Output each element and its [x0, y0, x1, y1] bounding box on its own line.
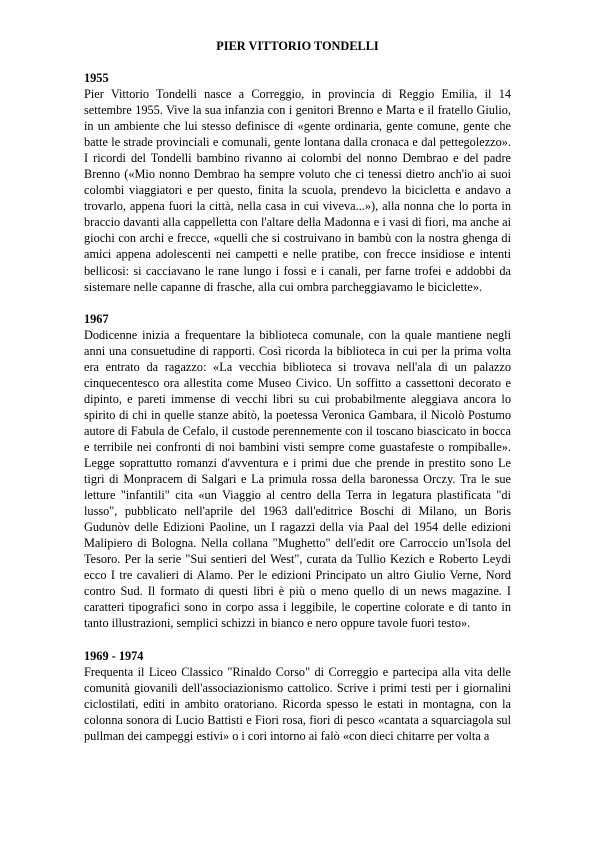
page-title: PIER VITTORIO TONDELLI: [216, 39, 379, 53]
section-text: Dodicenne inizia a frequentare la biblioteca comunale, con la quale mantiene negli anni una consuetudine di rapporti. Così ricorda la biblioteca in cui per la prima volta era entrato da ragazzo: «La vecchia biblioteca si trovava nell'ala di un palazzo cinquecentesco ora allestita come Museo Civico. Un soffitto a cassettoni decorato e dipinto, e pareti immense di vecchi libri su cui probabilmente aleggiava ancora lo spirito di chi in quelle stanze abitò, la poetessa Veronica Gambara, il Nicolò Postumo autore di Fabula de Cefalo, il custode perennemente con il toscano biascicato in bocca e terribile nei confronti di noi bambini visti sempre come guastafeste o rompiballe». Legge soprattutto romanzi d'avventura e i primi due che prende in prestito sono Le tigri di Monpracem di Salgari e La primula rossa della baronessa Orczy. Tra le sue letture "infantili" cita «un Viaggio al centro della Terra in legatura plastificata "di lusso", pubblicato nell'aprile del 1963 dall'editrice Boschi di Milano, un Boris Gudunòv delle Edizioni Paoline, un I ragazzi della via Paal del 1954 delle edizioni Malipiero di Bologna. Nella collana "Mughetto" dell'edit ore Carroccio un'Isola del Tesoro. Per la serie "Sui sentieri del West", curata da Tullio Kezich e Roberto Leydi ecco I tre cavalieri di Alamo. Per le edizioni Principato un altro Giulio Verne, Nord contro Sud. Il formato di questi libri è più o meno quello di un news magazine. I caratteri tipografici sono in corpo assa i leggibile, le copertine colorate e di tanto in tanto illustrazioni, semplici schizzi in bianco e nero oppure tavole fuori testo».: [84, 327, 511, 631]
section-year: 1967: [84, 311, 109, 326]
section-text: Frequenta il Liceo Classico "Rinaldo Corso" di Correggio e partecipa alla vita delle comunità giovanili dell'associazionismo cattolico. Scrive i primi testi per i giornalini ciclostilati, editi in ambito oratoriano. Ricorda spesso le estati in montagna, con la colonna sonora di Lucio Battisti e Fiori rosa, fiori di pesco «cantata a squarciagola sul pullman dei campeggi estivi» o i cori intorno ai falò «con dieci chitarre per volta a: [84, 664, 511, 743]
section-1955: [84, 70, 511, 295]
document-page: [84, 38, 511, 760]
section-year: 1969 - 1974: [84, 648, 144, 663]
section-1967: [84, 311, 511, 632]
section-year: 1955: [84, 71, 109, 85]
section-1969-1974: [84, 648, 511, 744]
section-text: Pier Vittorio Tondelli nasce a Correggio, in provincia di Reggio Emilia, il 14 settembre 1955. Vive la sua infanzia con i genitori Brenno e Marta e il fratello Giulio, in un ambiente che lui stesso definisce di «gente ordinaria, gente comune, gente che batte le strade provinciali e comunali, gente lontana dalla cronaca e dal pettegolezzo». I ricordi del Tondelli bambino rivanno ai colombi del nonno Dembrao e del padre Brenno («Mio nonno Dembrao ha sempre voluto che ci tenessi dietro anch'io ai suoi colombi viaggiatori e per questo, finita la scuola, prendevo la bicicletta e andavo a trovarlo, appena fuori la città, nella casa in cui viveva...»), alla nonna che lo porta in braccio davanti alla cappelletta con l'altare della Madonna e i vasi di fiori, ma anche ai giochi con archi e frecce, «quelli che si costruivano in bambù con la nostra ghenga di amici appena adolescenti nei campetti e nelle pratibe, con frecce insidiose e intenti bellicosi: si cacciavano le rane lungo i fossi e i canali, per farne trofei e addobbi da sistemare nelle capanne di frasche, alla cui ombra parcheggiavamo le biciclette».: [84, 87, 511, 294]
